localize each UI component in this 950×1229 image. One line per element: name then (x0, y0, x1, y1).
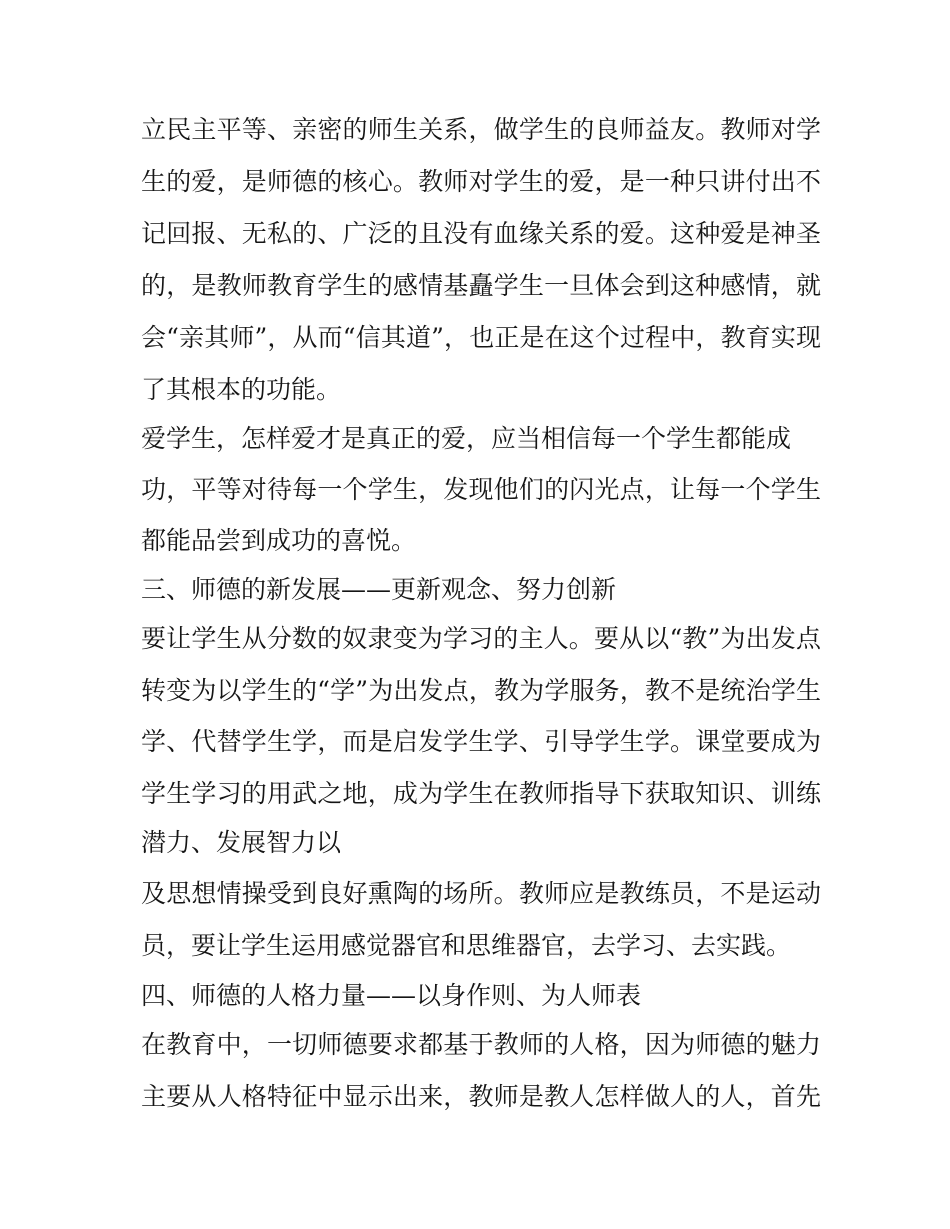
section-heading: 三、师德的新发展——更新观念、努力创新 (141, 575, 617, 604)
text-line: 学、代替学生学，而是启发学生学、引导学生学。课堂要成为 (141, 727, 821, 756)
text-line: 都能品尝到成功的喜悦。 (141, 526, 417, 555)
text-line: 学生学习的用武之地，成为学生在教师指导下获取知识、训练 (141, 779, 821, 808)
text-line: 了其根本的功能。 (141, 375, 342, 404)
text-line: 要让学生从分数的奴隶变为学习的主人。要从以“教”为出发点 (141, 624, 821, 653)
text-line: 立民主平等、亲密的师生关系，做学生的良师益友。教师对学 (141, 115, 821, 144)
section-heading: 四、师德的人格力量——以身作则、为人师表 (141, 981, 642, 1010)
text-line: 会“亲其师”，从而“信其道”，也正是在这个过程中，教育实现 (141, 323, 821, 352)
text-line: 功，平等对待每一个学生，发现他们的闪光点，让每一个学生 (141, 475, 821, 504)
text-line: 及思想情操受到良好熏陶的场所。教师应是教练员，不是运动 (141, 879, 821, 908)
text-line: 爱学生，怎样爱才是真正的爱，应当相信每一个学生都能成 (141, 424, 792, 453)
text-line: 转变为以学生的“学”为出发点，教为学服务，教不是统治学生 (141, 676, 821, 705)
text-line: 的，是教师教育学生的感情基矗学生一旦体会到这种感情，就 (141, 271, 821, 300)
text-line: 员，要让学生运用感觉器官和思维器官，去学习、去实践。 (141, 931, 792, 960)
text-line: 记回报、无私的、广泛的且没有血缘关系的爱。这种爱是神圣 (141, 219, 821, 248)
text-line: 主要从人格特征中显示出来，教师是教人怎样做人的人，首先 (141, 1082, 821, 1111)
text-line: 生的爱，是师德的核心。教师对学生的爱，是一种只讲付出不 (141, 167, 821, 196)
text-line: 在教育中，一切师德要求都基于教师的人格，因为师德的魅力 (141, 1030, 821, 1059)
text-line: 潜力、发展智力以 (141, 828, 342, 857)
